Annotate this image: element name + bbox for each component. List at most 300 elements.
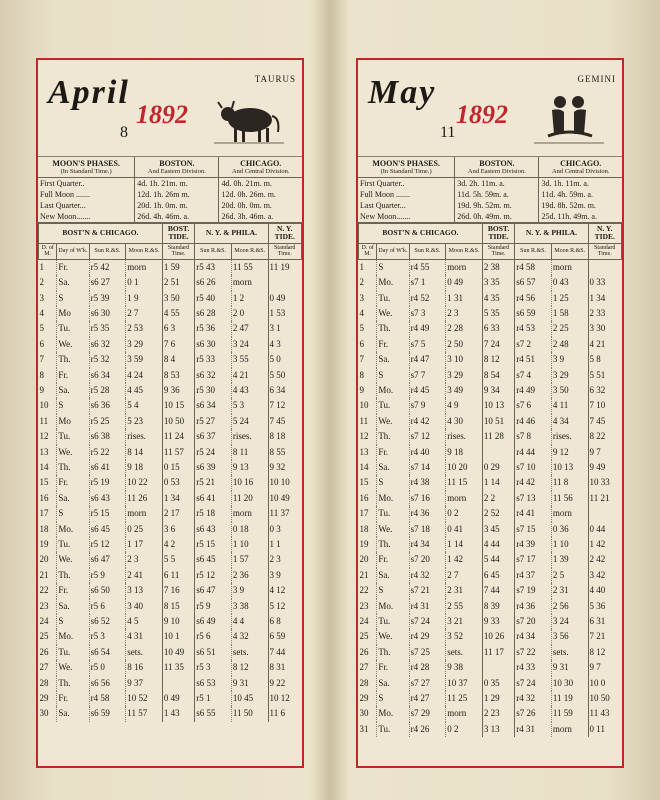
day-of-month-cell: 28 [39,677,49,688]
ny-tide-cell: 5 8 [588,352,621,367]
day-of-month-cell: 29 [359,693,369,704]
standard-time-header-ny: Standard Time. [268,243,301,259]
ny-tide-cell: 10 12 [268,691,301,706]
boston-tide-cell: 1 34 [162,491,194,506]
ny-sun-rise-set-cell: s6 53 [195,676,232,691]
moon-rise-set-cell: 10 52 [126,691,163,706]
boston-tide-cell: 11 57 [162,445,194,460]
ny-sun-rise-set-cell: r4 56 [515,291,552,306]
sun-header: Sun R.&S. [409,243,446,259]
day-of-week-cell: Sa. [57,275,89,290]
day-of-week-cell: Fr. [377,660,409,675]
phase-chicago: 4d. 0h. 21m. m. [221,179,272,188]
moon-rise-set-cell: 3 13 [126,583,163,598]
ny-tide-cell: 4 12 [268,583,301,598]
ny-tide-cell: 5 51 [588,368,621,383]
moon-rise-set-cell: 8 14 [126,445,163,460]
bull-illustration-icon [214,88,284,146]
boston-tide-cell: 1 29 [482,691,514,706]
boston-tide-cell: 3 45 [482,522,514,537]
day-of-week-cell: We. [377,414,409,429]
day-of-month-cell: 14 [359,461,369,472]
moon-rise-set-cell: 4 31 [126,629,163,644]
day-of-month-cell: 29 [39,693,49,704]
ny-moon-rise-set-cell: morn [231,506,268,521]
sun-header: Sun R.&S. [89,243,126,259]
day-of-month-cell: 26 [359,646,369,657]
ny-tide-cell: 8 55 [268,445,301,460]
ny-tide-cell: 2 33 [588,306,621,321]
phase-chicago: 26d. 3h. 46m. a. [221,212,274,221]
day-of-month-cell: 5 [39,323,44,334]
ny-sun-rise-set-cell: r4 58 [515,259,552,275]
day-of-month-cell: 10 [39,400,49,411]
ny-sun-rise-set-cell: s7 26 [515,706,552,721]
ny-sun-rise-set-cell: s7 8 [515,429,552,444]
ny-moon-rise-set-cell: 4 11 [551,398,588,413]
day-of-week-cell: Fr. [377,337,409,352]
ny-moon-rise-set-cell: 9 31 [551,660,588,675]
day-of-week-header: Day of W'k. [57,243,89,259]
sun-rise-set-cell: s6 56 [89,676,126,691]
day-row [359,414,622,429]
day-row [39,660,302,675]
sun-rise-set-cell: r4 42 [409,414,446,429]
ny-tide-cell: 0 11 [588,722,621,737]
day-of-week-cell: Fr. [57,368,89,383]
boston-tide-cell: 6 3 [162,321,194,336]
moon-rise-set-cell: 11 15 [446,475,483,490]
day-of-week-cell: S [57,291,89,306]
boston-tide-cell: 9 36 [162,383,194,398]
day-of-week-cell: Th. [57,460,89,475]
day-of-month-cell: 4 [359,307,364,318]
boston-tide-cell: 9 10 [162,614,194,629]
day-of-week-cell: Th. [377,645,409,660]
day-of-month-cell: 20 [359,554,369,565]
ny-phila-header: N. Y. & PHILA. [195,224,268,244]
boston-tide-cell: 1 59 [162,259,194,275]
sun-rise-set-cell: r4 38 [409,475,446,490]
ny-moon-rise-set-cell: 11 19 [551,691,588,706]
ny-tide-cell: 6 34 [268,383,301,398]
sun-rise-set-cell: s6 59 [89,706,126,721]
ny-tide-cell: 8 22 [588,429,621,444]
day-of-week-cell: Tu. [57,321,89,336]
sun-rise-set-cell: r5 0 [89,660,126,675]
boston-tide-cell [482,445,514,460]
day-of-week-cell: Fr. [57,691,89,706]
boston-tide-cell: 10 51 [482,414,514,429]
day-of-month-cell: 15 [39,477,49,488]
phase-chicago: 19d. 8h. 52m. m. [541,201,596,210]
sun-rise-set-cell: r4 34 [409,537,446,552]
ny-sun-rise-set-cell: s6 41 [195,491,232,506]
moon-rise-set-cell: 2 7 [446,568,483,583]
day-of-week-cell: We. [57,337,89,352]
ny-moon-rise-set-cell: 2 48 [551,337,588,352]
phases-header: MOON'S PHASES. [358,157,455,168]
year-label: 1892 [456,100,508,129]
day-of-month-cell: 21 [39,569,49,580]
ny-tide-cell: 9 49 [588,460,621,475]
ny-sun-rise-set-cell: s6 30 [195,337,232,352]
phase-boston: 12d. 1h. 26m m. [135,189,219,200]
phase-row [38,211,302,222]
ny-tide-cell: 1 53 [268,306,301,321]
day-of-month-cell: 22 [39,585,49,596]
moon-rise-set-cell: 3 21 [446,614,483,629]
boston-tide-cell: 9 34 [482,383,514,398]
moon-rise-set-cell: 3 29 [446,368,483,383]
ny-sun-rise-set-cell: r4 31 [515,722,552,737]
ny-moon-rise-set-cell: 11 20 [231,491,268,506]
day-of-month-cell: 12 [39,431,49,442]
boston-tide-cell: 6 45 [482,568,514,583]
ny-moon-rise-set-cell: morn [551,506,588,521]
ny-sun-rise-set-cell: s6 39 [195,460,232,475]
boston-tide-cell: 0 15 [162,460,194,475]
ny-sun-rise-set-cell: s6 47 [195,583,232,598]
ny-tide-cell: 9 32 [268,460,301,475]
moon-rise-set-cell: 4 9 [446,398,483,413]
day-of-month-cell: 6 [359,338,364,349]
ny-sun-rise-set-cell: r5 36 [195,321,232,336]
day-of-week-cell: Fr. [57,475,89,490]
day-of-week-cell: Sa. [57,491,89,506]
day-of-week-cell: Mo. [377,599,409,614]
sun-rise-set-cell: r5 39 [89,291,126,306]
moon-rise-set-cell: sets. [446,645,483,660]
boston-tide-cell: 3 6 [162,522,194,537]
ny-moon-rise-set-cell: 4 4 [231,614,268,629]
moon-rise-set-cell: 2 7 [126,306,163,321]
day-of-week-cell: Th. [57,352,89,367]
boston-tide-cell: 8 39 [482,599,514,614]
phase-boston: 4d. 1h. 21m. m. [135,178,219,190]
moon-header: Moon R.&S. [126,243,163,259]
ny-tide-cell: 1 42 [588,537,621,552]
day-of-week-cell: Fr. [377,445,409,460]
sun-rise-set-cell: s6 38 [89,429,126,444]
day-row [359,599,622,614]
day-of-week-cell: Mo. [57,522,89,537]
moon-rise-set-cell: morn [126,259,163,275]
phase-row [358,211,622,222]
day-of-week-cell: Sa. [377,352,409,367]
ny-sun-rise-set-cell: r5 9 [195,599,232,614]
moon-rise-set-cell: 3 49 [446,383,483,398]
moon-rise-set-cell: 3 10 [446,352,483,367]
sun-rise-set-cell: s7 21 [409,583,446,598]
day-of-week-cell: Mo. [377,491,409,506]
sun-rise-set-cell: r4 52 [409,291,446,306]
moon-rise-set-cell: 2 50 [446,337,483,352]
sun-rise-set-cell: r5 25 [89,414,126,429]
day-of-month-cell: 2 [39,277,44,288]
ny-moon-rise-set-cell: 1 57 [231,552,268,567]
phase-boston: 26d. 0h. 49m. m. [455,211,539,222]
ny-tide-cell [588,259,621,275]
month-day-number: 11 [440,124,456,141]
day-row [39,537,302,552]
ny-tide-cell: 7 10 [588,398,621,413]
moon-rise-set-cell: 1 31 [446,291,483,306]
ny-sun-rise-set-cell: s7 19 [515,583,552,598]
ny-sun-rise-set-cell: s6 37 [195,429,232,444]
phase-boston: 11d. 5h. 59m. a. [455,189,539,200]
ny-tide-cell: 3 30 [588,321,621,336]
ny-moon-rise-set-cell: morn [231,275,268,290]
boston-tide-cell: 6 33 [482,321,514,336]
day-row [39,445,302,460]
day-of-week-cell: Sa. [377,676,409,691]
ny-moon-rise-set-cell: rises. [231,429,268,444]
moon-rise-set-cell: 5 4 [126,398,163,413]
day-of-week-cell: We. [377,306,409,321]
day-of-month-cell: 8 [39,369,44,380]
boston-tide-cell: 9 33 [482,614,514,629]
ny-moon-rise-set-cell: 9 31 [231,676,268,691]
ny-sun-rise-set-cell: r5 1 [195,691,232,706]
ny-moon-rise-set-cell: morn [551,722,588,737]
moon-rise-set-cell: morn [446,706,483,721]
moon-rise-set-cell: 3 59 [126,352,163,367]
day-of-week-cell: Fr. [57,583,89,598]
moon-rise-set-cell: 11 25 [446,691,483,706]
ny-moon-rise-set-cell: 10 16 [231,475,268,490]
ny-sun-rise-set-cell: s7 22 [515,645,552,660]
phase-row [38,178,302,190]
month-title: May [368,74,437,111]
day-of-month-header: D. of M. [39,243,57,259]
ny-tide-cell: 7 12 [268,398,301,413]
moon-rise-set-cell: 1 17 [126,537,163,552]
boston-tide-cell: 2 2 [482,491,514,506]
day-of-month-cell: 3 [359,292,364,303]
ny-moon-rise-set-cell: 5 3 [231,398,268,413]
standard-time-header: Standard Time. [482,243,514,259]
moon-rise-set-cell: 0 25 [126,522,163,537]
moon-header: Moon R.&S. [446,243,483,259]
moon-rise-set-cell: 1 42 [446,552,483,567]
sun-rise-set-cell: s7 18 [409,522,446,537]
bost-chicago-header: BOST'N & CHICAGO. [39,224,163,244]
ny-tide-header: N. Y. TIDE. [588,224,621,244]
day-row [359,645,622,660]
day-row [39,691,302,706]
ny-moon-rise-set-cell: 4 34 [551,414,588,429]
moon-rise-set-cell: 2 41 [126,568,163,583]
sun-rise-set-cell: r5 32 [89,352,126,367]
ny-sun-rise-set-cell: r5 33 [195,352,232,367]
moon-rise-set-cell: 0 41 [446,522,483,537]
day-of-month-cell: 11 [39,415,49,426]
day-row [359,259,622,275]
ny-tide-cell: 5 36 [588,599,621,614]
boston-tide-cell: 3 50 [162,291,194,306]
day-of-month-cell: 25 [39,631,49,642]
day-row [359,660,622,675]
moon-rise-set-cell: 2 55 [446,599,483,614]
phase-chicago: 25d. 11h. 49m. a. [541,212,597,221]
day-of-week-cell: Th. [57,676,89,691]
ny-moon-rise-set-cell: 11 55 [231,259,268,275]
boston-tide-cell: 10 50 [162,414,194,429]
zodiac-sign-label: GEMINI [577,74,616,84]
ny-moon-rise-set-cell: 2 36 [231,568,268,583]
day-row [39,259,302,275]
boston-tide-cell: 3 35 [482,275,514,290]
moon-rise-set-cell: 2 53 [126,321,163,336]
ny-sun-rise-set-cell: r5 27 [195,414,232,429]
ny-moon-rise-set-cell: 1 10 [231,537,268,552]
sun-rise-set-cell: r5 35 [89,321,126,336]
ny-sun-rise-set-cell: s6 55 [195,706,232,721]
boston-subheader: And Eastern Division. [135,168,219,178]
ny-moon-rise-set-cell: 3 9 [231,583,268,598]
boston-tide-cell: 11 17 [482,645,514,660]
boston-header: BOSTON. [135,157,219,168]
ny-moon-rise-set-cell: 9 13 [231,460,268,475]
ny-tide-cell: 10 10 [268,475,301,490]
sun-rise-set-cell: r5 6 [89,599,126,614]
ny-tide-cell [268,275,301,290]
bost-tide-header: BOST. TIDE. [162,224,194,244]
day-of-week-cell: Fr. [377,552,409,567]
phase-chicago: 3d. 1h. 11m. a. [541,179,589,188]
zodiac-sign-label: TAURUS [254,74,296,84]
moon-rise-set-cell: 4 45 [126,383,163,398]
sun-rise-set-cell: r4 40 [409,445,446,460]
ny-sun-rise-set-cell: r4 53 [515,321,552,336]
day-row [359,429,622,444]
day-of-week-cell: Sa. [377,460,409,475]
sun-rise-set-cell: s6 52 [89,614,126,629]
moon-rise-set-cell: 10 37 [446,676,483,691]
day-of-week-cell: Tu. [377,614,409,629]
day-of-month-cell: 31 [359,723,369,734]
moon-rise-set-cell: rises. [126,429,163,444]
ny-tide-cell: 11 6 [268,706,301,721]
day-row [359,722,622,737]
phase-boston: 20d. 1h. 0m. m. [135,200,219,211]
day-of-week-cell: Tu. [57,537,89,552]
month-day-number: 8 [120,124,128,141]
phase-name: Full Moon ....... [358,189,455,200]
day-of-week-cell: Mo [57,414,89,429]
ny-moon-rise-set-cell: 2 47 [231,321,268,336]
phase-boston: 26d. 4h. 46m. a. [135,211,219,222]
day-row [39,383,302,398]
day-row [39,491,302,506]
phase-name: First Quarter.. [358,178,455,190]
twins-illustration-icon [534,88,604,146]
day-of-week-cell: We. [57,552,89,567]
moon-rise-set-cell: 0 49 [446,275,483,290]
ny-tide-cell: 6 8 [268,614,301,629]
ny-moon-rise-set-cell: rises. [551,429,588,444]
moon-rise-set-cell: rises. [446,429,483,444]
day-of-week-cell: Tu. [57,645,89,660]
phase-row [38,200,302,211]
sun-rise-set-cell: s7 7 [409,368,446,383]
ny-moon-rise-set-cell: 9 12 [551,445,588,460]
day-of-month-cell: 19 [39,539,49,549]
sun-rise-set-cell: r5 19 [89,475,126,490]
day-of-month-cell: 18 [39,523,49,534]
ny-tide-cell: 3 9 [268,568,301,583]
ny-moon-rise-set-cell: 11 56 [551,491,588,506]
ny-tide-cell: 6 59 [268,629,301,644]
moon-rise-set-cell: 5 23 [126,414,163,429]
ny-moon-rise-set-cell: 11 50 [231,706,268,721]
sun-rise-set-cell: r4 45 [409,383,446,398]
ny-moon-rise-set-cell: 1 10 [551,537,588,552]
ny-tide-cell: 4 3 [268,337,301,352]
sun-rise-set-cell: s7 29 [409,706,446,721]
day-of-week-cell: Sa. [57,383,89,398]
boston-tide-cell [482,660,514,675]
ny-sun-rise-set-cell: r4 33 [515,660,552,675]
sun-rise-set-cell: s6 32 [89,337,126,352]
boston-tide-cell: 11 35 [162,660,194,675]
day-of-week-cell: We. [57,445,89,460]
day-of-week-cell: S [57,614,89,629]
sun-rise-set-cell: r4 31 [409,599,446,614]
ny-moon-rise-set-cell: 3 38 [231,599,268,614]
day-of-month-cell: 1 [359,261,364,272]
ny-sun-rise-set-cell: s7 10 [515,460,552,475]
ny-moon-rise-set-cell: 3 24 [231,337,268,352]
ny-sun-rise-set-cell: s7 2 [515,337,552,352]
day-of-month-cell: 17 [39,508,49,519]
day-row [39,506,302,521]
moon-rise-set-cell: morn [126,506,163,521]
day-of-week-cell: Mo. [377,275,409,290]
ny-sun-rise-set-cell: s6 51 [195,645,232,660]
ny-tide-cell: 7 21 [588,629,621,644]
moon-rise-set-cell: 0 1 [126,275,163,290]
day-row [39,475,302,490]
sun-rise-set-cell: s7 1 [409,275,446,290]
sun-rise-set-cell: r5 12 [89,537,126,552]
ny-sun-rise-set-cell: r5 24 [195,445,232,460]
ny-moon-rise-set-cell: 3 29 [551,368,588,383]
sun-rise-set-cell: r5 22 [89,445,126,460]
boston-tide-cell: 10 13 [482,398,514,413]
ny-sun-rise-set-cell: s6 34 [195,398,232,413]
ny-moon-rise-set-cell: 0 36 [551,522,588,537]
day-of-week-cell: S [57,506,89,521]
day-of-month-cell: 5 [359,323,364,334]
ny-sun-rise-set-cell: r4 32 [515,691,552,706]
sun-rise-set-cell: s6 36 [89,398,126,413]
sun-rise-set-cell: r5 9 [89,568,126,583]
ny-tide-cell [588,506,621,521]
day-row [39,568,302,583]
day-row [39,352,302,367]
sun-rise-set-cell: r4 32 [409,568,446,583]
ny-sun-rise-set-cell: r5 6 [195,629,232,644]
day-of-month-cell: 14 [39,461,49,472]
boston-tide-cell: 8 12 [482,352,514,367]
ny-moon-rise-set-cell: 2 5 [551,568,588,583]
boston-tide-cell: 8 15 [162,599,194,614]
ny-tide-cell: 4 40 [588,583,621,598]
may-daily-table [358,223,622,737]
moon-rise-set-cell: 11 57 [126,706,163,721]
